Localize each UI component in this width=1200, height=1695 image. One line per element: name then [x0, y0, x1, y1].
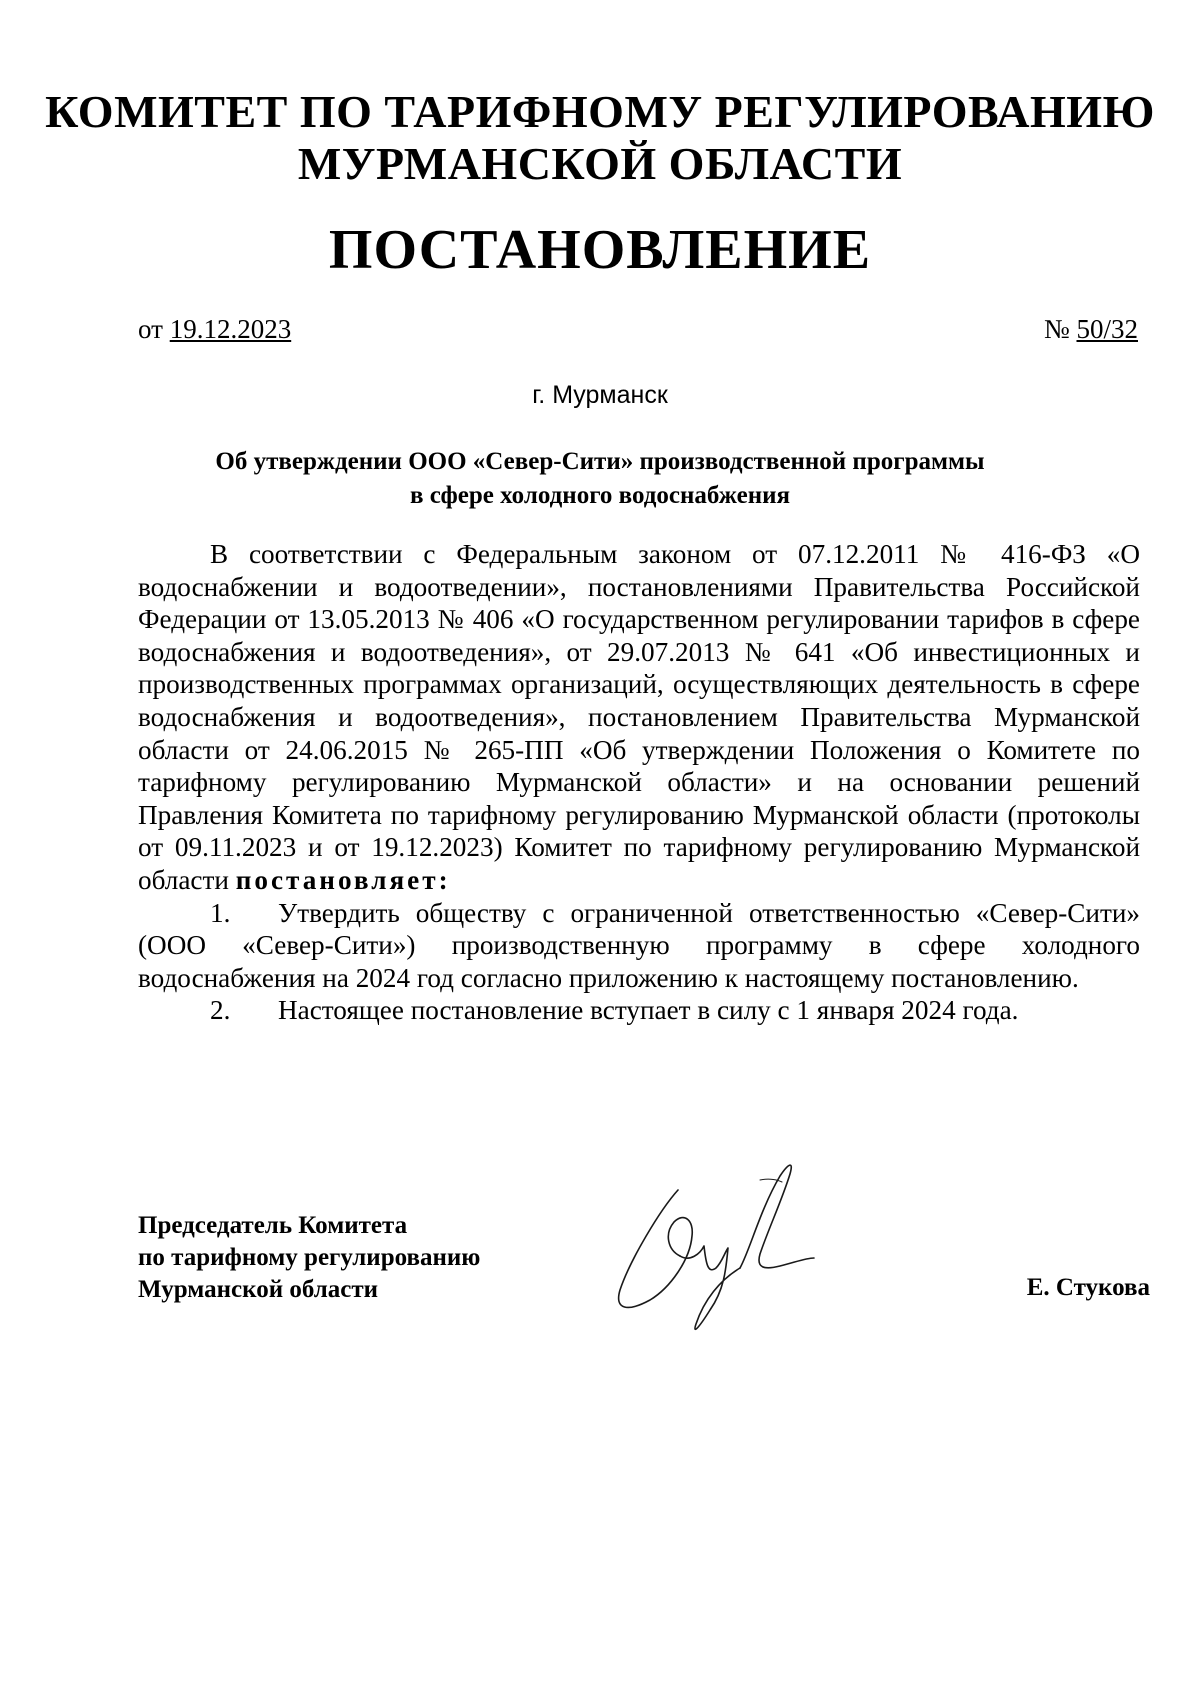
item-number: 1.: [210, 897, 231, 928]
list-item: [138, 897, 1140, 995]
handwritten-signature: [600, 1150, 860, 1350]
item-text: Настоящее постановление вступает в силу с 1 января 2024 года.: [278, 995, 1019, 1026]
signer-title: [138, 1210, 480, 1306]
signer-title-line-3: Мурманской области: [138, 1276, 379, 1303]
committee-name-line-1: КОМИТЕТ ПО ТАРИФНОМУ РЕГУЛИРОВАНИЮ: [45, 86, 1155, 137]
signer-name: Е. Стукова: [1026, 1274, 1150, 1301]
city: г. Мурманск: [532, 381, 668, 409]
document-date: [138, 312, 291, 346]
subject-line-1: Об утверждении ООО «Север-Сити» производственной программы: [215, 448, 985, 475]
number-prefix: №: [1043, 314, 1070, 344]
subject-line-2: в сфере холодного водоснабжения: [409, 482, 791, 509]
document-body: [138, 538, 1140, 1027]
preamble-text: В соответствии с Федеральным законом от 07.12.2011 № 416-ФЗ «О водоснабжении и водоотведении», постановлениями Правительства Российской Федерации от 13.05.2013 № 406 «О государственном регулировании тарифов в сфере водоснабжения и водоотведения», от 29.07.2013 № 641 «Об инвестиционных и производственных программах организаций, осуществляющих деятельность в сфере водоснабжения и водоотведения», постановлением Правительства Мурманской области от 24.06.2015 № 265-ПП «Об утверждении Положения о Комитете по тарифному регулированию Мурманской области» и на основании решений Правления Комитета по тарифному регулированию Мурманской области (протоколы от 09.11.2023 и от 19.12.2023) Комитет по тарифному регулированию Мурманской области: [138, 539, 1140, 895]
document-type-title: ПОСТАНОВЛЕНИЕ: [328, 219, 872, 281]
document-number: [1044, 312, 1138, 346]
preamble-paragraph: [138, 538, 1140, 897]
item-text: Утвердить обществу с ограниченной ответственностью «Север-Сити» (ООО «Север-Сити») производственную программу в сфере холодного водоснабжения на 2024 год согласно приложению к настоящему постановлению.: [138, 897, 1140, 993]
date-prefix: от: [138, 314, 163, 344]
list-item: [138, 994, 1140, 1027]
number-value: 50/32: [1076, 314, 1138, 344]
committee-name-line-2: МУРМАНСКОЙ ОБЛАСТИ: [297, 138, 903, 189]
document-subject: [0, 445, 1200, 513]
signer-title-line-2: по тарифному регулированию: [138, 1244, 481, 1271]
decree-word: постановляет:: [235, 864, 451, 895]
signer-title-line-1: Председатель Комитета: [138, 1212, 408, 1239]
item-number: 2.: [210, 995, 231, 1026]
date-value: 19.12.2023: [169, 314, 292, 344]
